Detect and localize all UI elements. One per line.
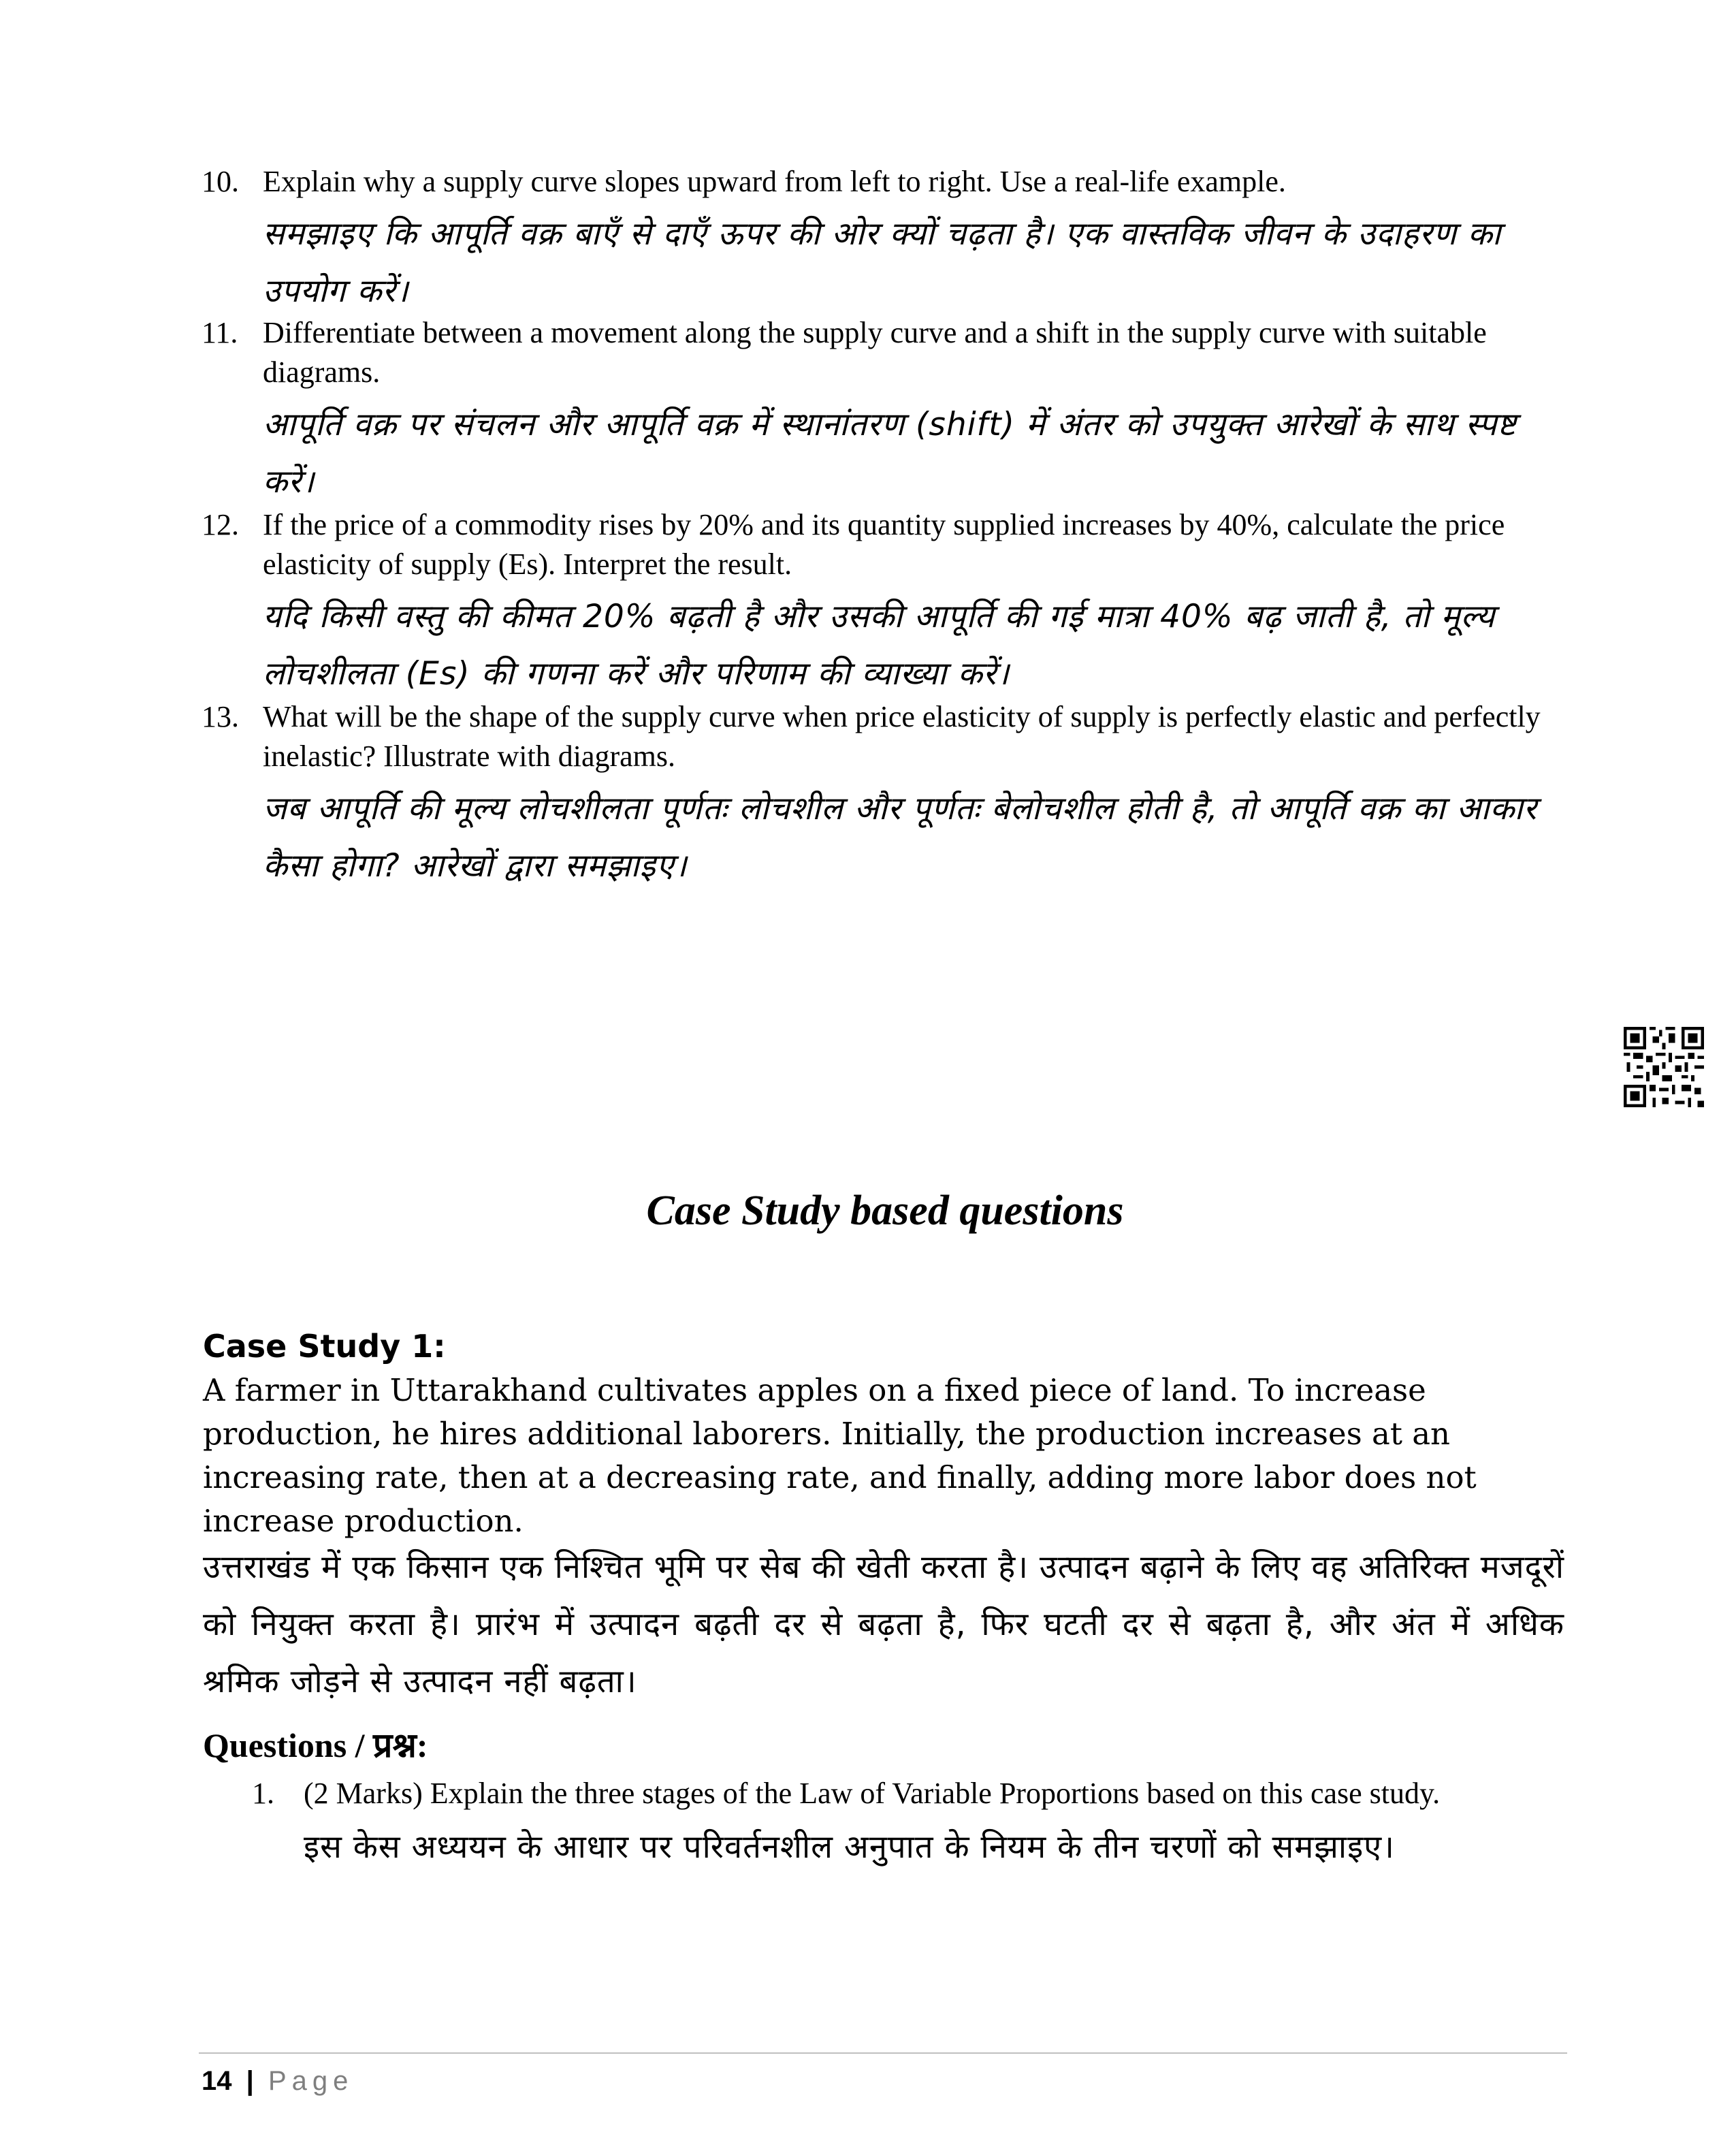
question-text-english: If the price of a commodity rises by 20% and its quantity supplied increases by 40%, calculate the price elasticity of supply (Es). Interpret the result.	[263, 508, 1505, 581]
footer-separator: |	[246, 2066, 254, 2096]
question-number: 10.	[202, 165, 239, 198]
question-text-english: What will be the shape of the supply curve when price elasticity of supply is perfectly elastic and perfectly inelastic? Illustrate with diagrams.	[263, 700, 1541, 773]
footer-divider	[199, 2052, 1567, 2054]
page-number: 14	[202, 2066, 232, 2096]
case-study-text-hindi: उत्तराखंड में एक किसान एक निश्चित भूमि पर सेब की खेती करता है। उत्पादन बढ़ाने के लिए वह अतिरिक्त मजदूरों को नियुक्त करता है। प्रारंभ में उत्पादन बढ़ती दर से बढ़ता है, फिर घटती दर से बढ़ता है, और अंत में अधिक श्रमिक जोड़ने से उत्पादन नहीं बढ़ता।	[203, 1548, 1564, 1700]
questions-heading: Questions / प्रश्न:	[203, 1726, 428, 1764]
question-text-hindi: यदि किसी वस्तु की कीमत 20% बढ़ती है और उसकी आपूर्ति की गई मात्रा 40% बढ़ जाती है, तो मूल्य लोचशीलता (Es) की गणना करें और परिणाम की व्याख्या करें।	[263, 598, 1496, 693]
case-question-number: 1.	[252, 1777, 274, 1810]
question-number: 11.	[202, 316, 238, 349]
page-label: Page	[268, 2066, 354, 2096]
case-question-text-english: (2 Marks) Explain the three stages of the Law of Variable Proportions based on this case study.	[304, 1777, 1441, 1810]
page-footer	[202, 2063, 353, 2099]
question-text-hindi: समझाइए कि आपूर्ति वक्र बाएँ से दाएँ ऊपर की ओर क्यों चढ़ता है। एक वास्तविक जीवन के उदाहरण का उपयोग करें।	[263, 215, 1502, 310]
case-study-text-english: A farmer in Uttarakhand cultivates apples on a fixed piece of land. To increase production, he hires additional laborers. Initially, the production increases at an increasing rate, then at a decreasing rate, and finally, adding more labor does not increase production.	[203, 1372, 1477, 1539]
question-text-hindi: जब आपूर्ति की मूल्य लोचशीलता पूर्णतः लोचशील और पूर्णतः बेलोचशील होती है, तो आपूर्ति वक्र का आकार कैसा होगा? आरेखों द्वारा समझाइए।	[263, 790, 1537, 885]
case-study-heading: Case Study 1:	[203, 1328, 446, 1365]
section-title: Case Study based questions	[646, 1188, 1124, 1234]
question-text-english: Differentiate between a movement along the supply curve and a shift in the supply curve with suitable diagrams.	[263, 316, 1487, 389]
qr-code-icon	[1624, 1027, 1704, 1107]
question-text-english: Explain why a supply curve slopes upward from left to right. Use a real-life example.	[263, 165, 1286, 198]
question-text-hindi: आपूर्ति वक्र पर संचलन और आपूर्ति वक्र में स्थानांतरण (shift) में अंतर को उपयुक्त आरेखों के साथ स्पष्ट करें।	[263, 406, 1517, 500]
question-number: 12.	[202, 508, 239, 541]
question-number: 13.	[202, 700, 239, 733]
case-question-text-hindi: इस केस अध्ययन के आधार पर परिवर्तनशील अनुपात के नियम के तीन चरणों को समझाइए।	[304, 1828, 1395, 1866]
